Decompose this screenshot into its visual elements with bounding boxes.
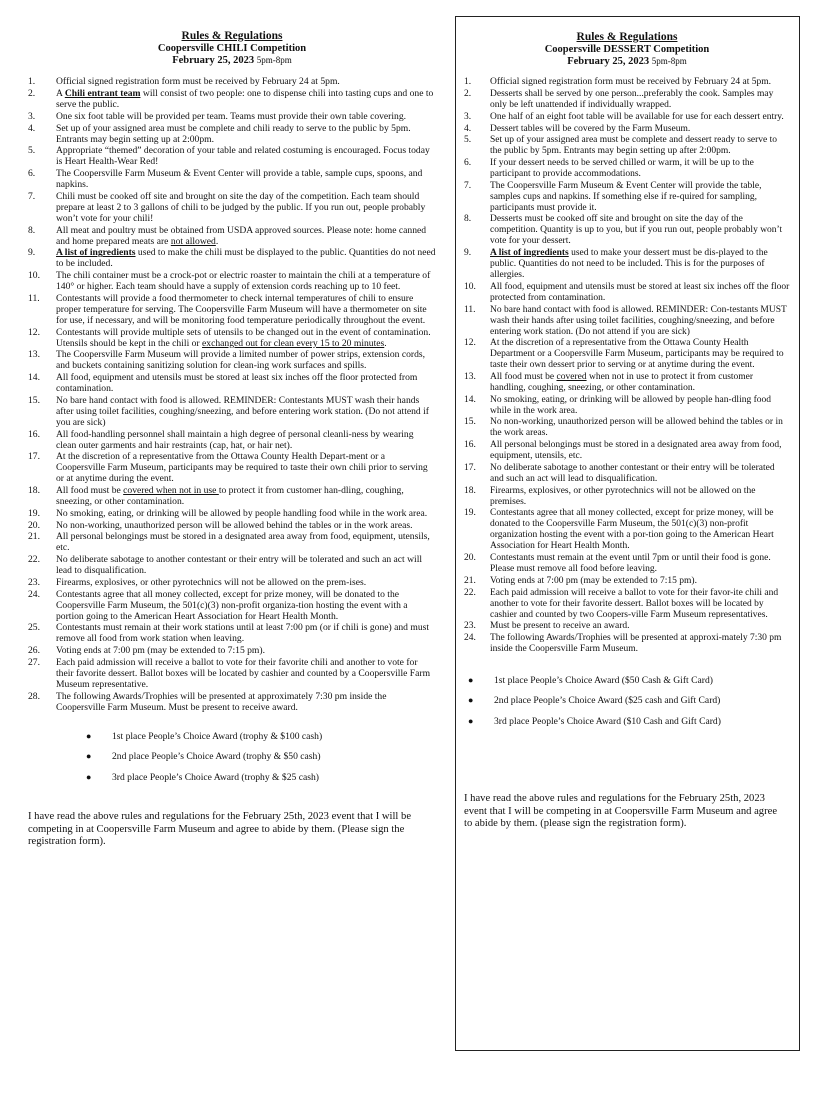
award-text: 3rd place People’s Choice Award ($10 Cash and Gift Card) bbox=[494, 715, 721, 727]
rule-number: 9. bbox=[464, 248, 472, 259]
rule-text-part: No deliberate sabotage to another contestant or their entry will be tolerated and such an act will lead to disqualification. bbox=[490, 462, 775, 484]
rule-text-part: No smoking, eating, or drinking will be allowed by people han-dling food while in the work area. bbox=[490, 394, 771, 416]
rule-text-part: The Coopersville Farm Museum & Event Center will provide the table, samples cups and napkins. If something else if re-quired for sampling, participants must provide it. bbox=[490, 180, 762, 213]
rule-text-part: The following Awards/Trophies will be presented at approxi-mately 7:30 pm inside the Coopersville Farm Museum. bbox=[490, 632, 782, 654]
rule-item bbox=[464, 77, 790, 88]
rule-item bbox=[464, 486, 790, 508]
rule-item bbox=[464, 338, 790, 371]
rule-text bbox=[56, 225, 436, 247]
rule-item bbox=[28, 657, 436, 690]
rule-text-part: Firearms, explosives, or other pyrotechnics will not be allowed on the prem-ises. bbox=[56, 576, 367, 588]
rule-text-part: Contestants agree that all money collected, except for prize money, will be donated to the Coopersville Farm Museum, the 501(c)(3) non-profit organiza-tion hosting the event with a portion going to the American Heart Association for Heart Health Month. bbox=[56, 588, 408, 622]
rule-item bbox=[28, 191, 436, 224]
rule-text-part: used to make the chili must be displayed to the public. Quantities do not need to be included. bbox=[56, 247, 436, 270]
chili-date: February 25, 2023 bbox=[172, 54, 255, 66]
rule-number: 4. bbox=[28, 122, 36, 134]
chili-time: 5pm-8pm bbox=[256, 54, 292, 65]
rule-number: 13. bbox=[28, 349, 40, 361]
rule-text-part: The Coopersville Farm Museum will provide a limited number of power strips, extension cords, and buckets containing sanitizing solution for clean-ing work surfaces and spills. bbox=[56, 349, 426, 372]
rule-text-part: Chili entrant team bbox=[64, 88, 141, 100]
rule-number: 6. bbox=[464, 157, 472, 168]
bullet-icon: ● bbox=[468, 695, 474, 706]
rule-text bbox=[56, 123, 436, 145]
rule-text bbox=[490, 440, 790, 462]
rule-number: 17. bbox=[28, 451, 40, 463]
rule-text bbox=[490, 181, 790, 214]
award-item bbox=[86, 731, 436, 743]
rule-text bbox=[490, 621, 790, 632]
rule-number: 13. bbox=[464, 372, 476, 383]
dessert-time: 5pm-8pm bbox=[651, 55, 687, 66]
rule-item bbox=[464, 214, 790, 247]
award-text: 3rd place People’s Choice Award (trophy & $25 cash) bbox=[112, 771, 319, 783]
rule-item bbox=[28, 293, 436, 326]
rule-number: 25. bbox=[28, 622, 40, 634]
rule-text-part: A list of ingredients bbox=[56, 247, 136, 259]
rule-text bbox=[490, 588, 790, 621]
rule-text-part: Appropriate “themed” decoration of your table and related costuming is encouraged. Focus today is Heart Health-Wear Red! bbox=[56, 145, 430, 168]
rule-item bbox=[28, 270, 436, 292]
rule-text bbox=[490, 135, 790, 157]
bullet-icon: ● bbox=[86, 751, 92, 762]
award-item bbox=[468, 675, 790, 687]
rule-number: 9. bbox=[28, 247, 36, 259]
award-text: 1st place People’s Choice Award (trophy & $100 cash) bbox=[112, 730, 323, 742]
rule-number: 8. bbox=[464, 214, 472, 225]
rule-text-part: Must be present to receive an award. bbox=[490, 621, 630, 632]
rule-item bbox=[28, 645, 436, 656]
rule-text bbox=[490, 124, 790, 135]
rule-number: 20. bbox=[28, 519, 40, 531]
rule-text-part: All personal belongings must be stored in a designated area away from food, equipment, utensils, etc. bbox=[56, 531, 430, 554]
bullet-icon: ● bbox=[86, 730, 92, 741]
rule-text bbox=[56, 293, 436, 326]
rule-text-part: No non-working, unauthorized person will be allowed behind the tables or in the work areas. bbox=[490, 417, 783, 439]
rule-number: 14. bbox=[464, 394, 476, 405]
rule-item bbox=[464, 588, 790, 621]
rule-number: 20. bbox=[464, 553, 476, 564]
rule-text-part: All food-handling personnel shall maintain a high degree of personal cleanli-ness by wearing clean outer garments and hair restraints (cap, hat, or hair net). bbox=[56, 428, 414, 451]
rule-text bbox=[490, 305, 790, 338]
rule-item bbox=[464, 135, 790, 157]
rule-item bbox=[464, 112, 790, 123]
rule-number: 6. bbox=[28, 168, 36, 180]
rule-text bbox=[56, 531, 436, 553]
chili-title: Rules & Regulations bbox=[181, 30, 283, 42]
rule-number: 14. bbox=[28, 372, 40, 384]
rule-text-part: will consist of two people: one to dispense chili into tasting cups and one to serve the public. bbox=[56, 88, 434, 111]
rule-item bbox=[464, 576, 790, 587]
rule-number: 15. bbox=[28, 394, 40, 406]
rule-text-part: All food must be bbox=[56, 485, 124, 497]
rule-text bbox=[490, 89, 790, 111]
bullet-icon: ● bbox=[86, 771, 92, 782]
dessert-title: Rules & Regulations bbox=[576, 31, 678, 43]
rule-text-part: At the discretion of a representative from the Ottawa County Health Department or a Coopersville Farm Museum, participants may be required to taste their own dessert prior to serving or at anytime during the event. bbox=[490, 338, 784, 371]
rule-item bbox=[464, 553, 790, 575]
rule-text-part: No bare hand contact with food is allowed. REMINDER: Contestants MUST wash their hands after using toilet facilities, coughing/sneezing, and before entering work station. (Do not attend if you are sick) bbox=[56, 394, 429, 428]
rule-text bbox=[490, 282, 790, 304]
rule-number: 16. bbox=[464, 440, 476, 451]
rule-number: 21. bbox=[28, 531, 40, 543]
rule-item bbox=[28, 451, 436, 484]
rule-item bbox=[464, 508, 790, 552]
rule-number: 17. bbox=[464, 462, 476, 473]
rule-text bbox=[490, 576, 790, 587]
rule-number: 18. bbox=[28, 485, 40, 497]
rule-item bbox=[28, 429, 436, 451]
rule-item bbox=[464, 440, 790, 462]
rule-item bbox=[464, 181, 790, 214]
rule-item bbox=[28, 395, 436, 428]
rule-text-part: Contestants will provide multiple sets of utensils to be changed out in the event of contamination. Utensils should be kept in the chili or bbox=[56, 326, 431, 349]
chili-rules-column bbox=[28, 0, 436, 849]
rule-item bbox=[28, 485, 436, 507]
rule-number: 5. bbox=[28, 145, 36, 157]
rule-text-part: No smoking, eating, or drinking will be allowed by people handling food while in the work area. bbox=[56, 507, 428, 519]
rule-number: 19. bbox=[28, 507, 40, 519]
rule-text-part: All food must be bbox=[490, 372, 557, 383]
rule-item bbox=[28, 111, 436, 122]
dessert-awards-list bbox=[468, 675, 790, 728]
rule-item bbox=[28, 589, 436, 622]
rule-number: 12. bbox=[464, 338, 476, 349]
rule-number: 1. bbox=[28, 76, 36, 88]
rule-text bbox=[490, 112, 790, 123]
dessert-subtitle: Coopersville DESSERT Competition bbox=[544, 43, 710, 55]
rule-item bbox=[464, 417, 790, 439]
rule-text-part: Voting ends at 7:00 pm (may be extended to 7:15 pm). bbox=[490, 575, 697, 586]
dessert-rules-list bbox=[464, 77, 790, 655]
rule-text bbox=[56, 270, 436, 292]
rule-text-part: Voting ends at 7:00 pm (may be extended to 7:15 pm). bbox=[56, 645, 265, 657]
rule-number: 2. bbox=[28, 88, 36, 100]
rule-text bbox=[490, 463, 790, 485]
rule-item bbox=[28, 622, 436, 644]
rule-text bbox=[56, 485, 436, 507]
rule-text-part: Desserts must be cooked off site and brought on site the day of the competition. Quantity is up to you, but if you run out, people probably won’t vote for your dessert. bbox=[490, 214, 783, 247]
rule-item bbox=[28, 349, 436, 371]
rule-text bbox=[490, 486, 790, 508]
rule-text-part: Official signed registration form must be received by February 24 at 5pm. bbox=[490, 77, 772, 88]
rule-text-part: Dessert tables will be covered by the Farm Museum. bbox=[490, 123, 691, 134]
rule-text-part: when not in use to protect it from customer handling, coughing, sneezing, or other contamination. bbox=[490, 372, 754, 394]
rule-text-part: Contestants must remain at their work stations until at least 7:00 pm (or if chili is gone) and must remove all food from work station when leaving. bbox=[56, 622, 430, 645]
rule-text-part: Desserts shall be served by one person...preferably the cook. Samples may only be left unattended if individually wrapped. bbox=[490, 89, 774, 111]
rule-item bbox=[464, 158, 790, 180]
rule-number: 22. bbox=[464, 587, 476, 598]
rule-text-part: to protect it from customer han-dling, coughing, sneezing, or other contamination. bbox=[56, 485, 404, 508]
award-text: 2nd place People’s Choice Award ($25 cash and Gift Card) bbox=[494, 695, 721, 707]
award-text: 1st place People’s Choice Award ($50 Cash & Gift Card) bbox=[494, 674, 713, 686]
rule-text-part: All food, equipment and utensils must be stored at least six inches off the floor protected from contamination. bbox=[56, 372, 418, 395]
rule-item bbox=[28, 123, 436, 145]
rule-text bbox=[56, 589, 436, 622]
rule-text bbox=[490, 417, 790, 439]
bullet-icon: ● bbox=[468, 715, 474, 726]
rule-text bbox=[56, 247, 436, 269]
dessert-date: February 25, 2023 bbox=[567, 55, 650, 67]
award-item bbox=[468, 716, 790, 728]
rule-item bbox=[28, 691, 436, 713]
dessert-closing-statement: I have read the above rules and regulations for the February 25th, 2023 event that I will be competing in at Coopersville Farm Museum and agree to abide by them. (please sign the registration form). bbox=[464, 793, 778, 830]
rule-text-part: covered when not in use bbox=[123, 485, 219, 497]
rule-text-part: . bbox=[384, 337, 387, 349]
rule-number: 3. bbox=[464, 111, 472, 122]
rule-text bbox=[56, 691, 436, 713]
rule-item bbox=[28, 372, 436, 394]
chili-closing-statement: I have read the above rules and regulations for the February 25th, 2023 event that I will be competing in at Coopersville Farm Museum and agree to abide by them. (Please sign the registration form). bbox=[28, 811, 412, 848]
rule-number: 27. bbox=[28, 656, 40, 668]
rule-text bbox=[490, 77, 790, 88]
rule-text-part: One half of an eight foot table will be available for use for each dessert entry. bbox=[490, 111, 784, 122]
rule-number: 3. bbox=[28, 110, 36, 122]
rule-text-part: Firearms, explosives, or other pyrotechnics will not be allowed on the premises. bbox=[490, 485, 756, 507]
chili-subtitle: Coopersville CHILI Competition bbox=[157, 42, 307, 54]
rule-text bbox=[490, 158, 790, 180]
rule-text bbox=[490, 395, 790, 417]
rule-number: 1. bbox=[464, 77, 472, 88]
rule-number: 19. bbox=[464, 508, 476, 519]
chili-date-line bbox=[28, 55, 436, 67]
rule-text bbox=[490, 633, 790, 655]
rule-item bbox=[28, 145, 436, 167]
rule-item bbox=[464, 395, 790, 417]
rule-text-part: If your dessert needs to be served chilled or warm, it will be up to the participant to provide accommodations. bbox=[490, 157, 754, 179]
rule-number: 10. bbox=[28, 270, 40, 282]
rule-item bbox=[28, 327, 436, 349]
rule-text bbox=[56, 168, 436, 190]
rule-number: 18. bbox=[464, 485, 476, 496]
rule-text bbox=[56, 191, 436, 224]
rule-number: 23. bbox=[464, 621, 476, 632]
rule-item bbox=[464, 124, 790, 135]
rule-item bbox=[464, 305, 790, 338]
rule-number: 15. bbox=[464, 417, 476, 428]
rule-text-part: No deliberate sabotage to another contestant or their entry will be tolerated and such an act will lead to disqualification. bbox=[56, 554, 423, 577]
rule-text-part: Set up of your assigned area must be complete and chili ready to serve to the public by 5pm. Entrants may begin setting up at 2:00pm. bbox=[56, 122, 411, 145]
rule-item bbox=[28, 531, 436, 553]
rule-text bbox=[56, 520, 436, 531]
rule-text bbox=[490, 248, 790, 281]
rule-text-part: used to make your dessert must be dis-played to the public. Quantities do not need to be included. This is for the purposes of allergies. bbox=[490, 248, 768, 281]
rule-text bbox=[490, 372, 790, 394]
award-item bbox=[86, 772, 436, 784]
rule-number: 8. bbox=[28, 224, 36, 236]
rule-number: 7. bbox=[464, 180, 472, 191]
rule-number: 24. bbox=[464, 632, 476, 643]
award-item bbox=[468, 695, 790, 707]
rule-text-part: No non-working, unauthorized person will be allowed behind the tables or in the work areas. bbox=[56, 519, 413, 531]
rule-number: 11. bbox=[28, 292, 40, 304]
rule-text-part: Set up of your assigned area must be complete and dessert ready to serve to the public by 5pm. Entrants may begin setting up after 2:00pm. bbox=[490, 135, 778, 157]
rule-text-part: One six foot table will be provided per team. Teams must provide their own table covering. bbox=[56, 110, 407, 122]
rule-text-part: Contestants agree that all money collected, except for prize money, will be donated to the Coopersville Farm Museum, the 501(c)(3) non-profit organization hosting the event with a por-tion going to the American Heart Association for Heart Health Month. bbox=[490, 508, 774, 552]
rule-number: 28. bbox=[28, 690, 40, 702]
rule-text bbox=[56, 145, 436, 167]
rule-item bbox=[464, 633, 790, 655]
rule-item bbox=[464, 463, 790, 485]
dessert-date-line bbox=[464, 56, 790, 68]
award-text: 2nd place People’s Choice Award (trophy & $50 cash) bbox=[112, 751, 321, 763]
rule-item bbox=[464, 248, 790, 281]
rule-item bbox=[28, 554, 436, 576]
bullet-icon: ● bbox=[468, 674, 474, 685]
rule-text bbox=[56, 372, 436, 394]
rule-text-part: At the discretion of a representative from the Ottawa County Health Depart-ment or a Coopersville Farm Museum, participants may be required to taste their own chili prior to serving or at anytime during the event. bbox=[56, 451, 428, 485]
rule-text-part: Chili must be cooked off site and brought on site the day of the competition. Each team should prepare at least 2 to 3 gallons of chili to be judged by the public. If you run out, people probably won’t vote for your chili! bbox=[56, 190, 426, 224]
rule-number: 12. bbox=[28, 326, 40, 338]
rule-text bbox=[56, 554, 436, 576]
rule-item bbox=[464, 89, 790, 111]
rule-text bbox=[490, 508, 790, 552]
rule-text bbox=[490, 338, 790, 371]
rule-item bbox=[28, 88, 436, 110]
rule-item bbox=[464, 372, 790, 394]
rule-text bbox=[56, 645, 436, 656]
rule-number: 5. bbox=[464, 135, 472, 146]
rule-text bbox=[56, 577, 436, 588]
rule-text-part: exchanged out for clean every 15 to 20 minutes bbox=[202, 337, 385, 349]
rule-item bbox=[28, 577, 436, 588]
rule-text-part: Contestants must remain at the event until 7pm or until their food is gone. Please must remove all food before leaving. bbox=[490, 553, 771, 575]
rule-number: 11. bbox=[464, 304, 476, 315]
rule-text bbox=[56, 622, 436, 644]
rule-text bbox=[56, 349, 436, 371]
rule-number: 7. bbox=[28, 190, 36, 202]
rule-text bbox=[56, 88, 436, 110]
rule-text-part: . bbox=[215, 235, 219, 247]
rule-text-part: All personal belongings must be stored in a designated area away from food, equipment, utensils, etc. bbox=[490, 440, 782, 462]
rule-text-part: not allowed bbox=[170, 235, 216, 247]
dessert-rules-box bbox=[455, 16, 800, 1051]
rule-text bbox=[56, 111, 436, 122]
rule-text bbox=[490, 214, 790, 247]
rule-number: 21. bbox=[464, 575, 476, 586]
rule-text-part: covered bbox=[556, 372, 587, 383]
rule-text-part: All meat and poultry must be obtained from USDA approved sources. Please note: home canned and home prepared meats are bbox=[56, 224, 427, 247]
rule-number: 16. bbox=[28, 428, 40, 440]
rule-item bbox=[28, 168, 436, 190]
rule-item bbox=[464, 282, 790, 304]
chili-header bbox=[28, 30, 436, 66]
rule-item bbox=[28, 508, 436, 519]
rule-text bbox=[56, 395, 436, 428]
rule-text-part: The chili container must be a crock-pot or electric roaster to maintain the chili at a temperature of 140° or higher. Each team should have a supply of extension cords reaching up to 10 feet. bbox=[56, 270, 431, 293]
rule-text bbox=[490, 553, 790, 575]
rule-text-part: Each paid admission will receive a ballot to vote for their favorite chili and another to vote for their favorite dessert. Ballot boxes will be located by cashier and counted by a Coopersville Farm Museum representative. bbox=[56, 656, 431, 690]
rule-text bbox=[56, 508, 436, 519]
rule-item bbox=[464, 621, 790, 632]
rule-text bbox=[56, 327, 436, 349]
rule-number: 2. bbox=[464, 89, 472, 100]
rule-number: 22. bbox=[28, 554, 40, 566]
award-item bbox=[86, 751, 436, 763]
rule-text-part: Contestants will provide a food thermometer to check internal temperatures of chili to ensure proper temperature for serving. The Coopersville Farm Museum will have a thermometer on site for use, if necessary, and will be monitoring food temperature periodically throughout the event. bbox=[56, 292, 427, 326]
rule-item bbox=[28, 520, 436, 531]
rule-text bbox=[56, 429, 436, 451]
rule-item bbox=[28, 225, 436, 247]
rule-text-part: Official signed registration form must be received by February 24 at 5pm. bbox=[56, 76, 340, 88]
rule-item bbox=[28, 76, 436, 87]
rule-text bbox=[56, 76, 436, 87]
rule-number: 23. bbox=[28, 576, 40, 588]
rule-number: 10. bbox=[464, 281, 476, 292]
rule-text-part: A bbox=[56, 88, 65, 100]
chili-awards-list bbox=[86, 731, 436, 784]
rule-text-part: All food, equipment and utensils must be stored at least six inches off the floor protected from contamination. bbox=[490, 281, 790, 303]
rule-text-part: A list of ingredients bbox=[490, 248, 569, 259]
dessert-header bbox=[464, 31, 790, 67]
rule-text-part: Each paid admission will receive a ballot to vote for their favor-ite chili and another to vote for their favorite dessert. Ballot boxes will be located by cashier and counted by two Coopers-ville Farm Museum representatives. bbox=[490, 587, 779, 620]
rule-number: 4. bbox=[464, 123, 472, 134]
rule-text-part: The following Awards/Trophies will be presented at approximately 7:30 pm inside the Coopersville Farm Museum. Must be present to receive award. bbox=[56, 690, 387, 713]
chili-rules-list bbox=[28, 76, 436, 712]
rule-text-part: No bare hand contact with food is allowed. REMINDER: Con-testants MUST wash their hands after using toilet facilities, coughing/sneezing, and before entering work station. (Do not attend if you are sick) bbox=[490, 304, 787, 337]
rule-number: 26. bbox=[28, 645, 40, 657]
rule-text bbox=[56, 451, 436, 484]
rule-text bbox=[56, 657, 436, 690]
rule-text-part: The Coopersville Farm Museum & Event Center will provide a table, sample cups, spoons, and napkins. bbox=[56, 168, 423, 191]
rule-item bbox=[28, 247, 436, 269]
rule-number: 24. bbox=[28, 588, 40, 600]
